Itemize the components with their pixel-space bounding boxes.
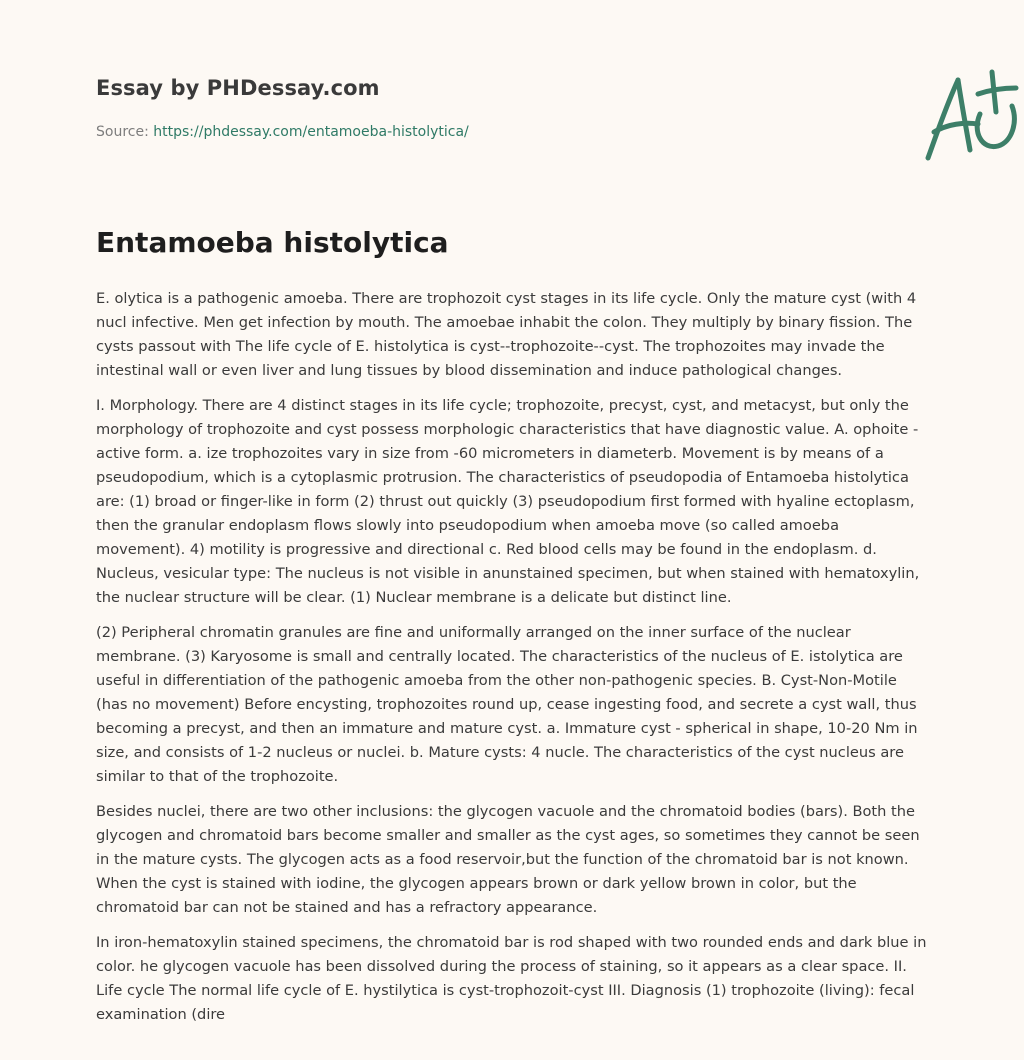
essay-paragraph: (2) Peripheral chromatin granules are fine and uniformally arranged on the inner surface of the nuclear membrane. (3) Karyosome is small and centrally located. The characteristics of the nucleus of E. istolytica are useful in differentiation of the pathogenic amoeba from the other non-pathogenic species. B. Cyst-Non-Motile (has no movement) Before encysting, trophozoites round up, cease ingesting food, and secrete a cyst wall, thus becoming a precyst, and then an immature and mature cyst. a. Immature cyst - spherical in shape, 10-20 Nm in size, and consists of 1-2 nucleus or nuclei. b. Mature cysts: 4 nucle. The characteristics of the cyst nucleus are similar to that of the trophozoite. [96, 624, 918, 785]
source-line [96, 124, 469, 140]
site-title: Essay by PHDessay.com [96, 76, 380, 100]
essay-paragraph: In iron-hematoxylin stained specimens, the chromatoid bar is rod shaped with two rounded ends and dark blue in color. he glycogen vacuole has been dissolved during the process of staining, so it appears as a clear space. II. Life cycle The normal life cycle of E. hystilytica is cyst-trophozoit-cyst III. Diagnosis (1) trophozoite (living): fecal examination (dire [96, 934, 927, 1023]
essay-paragraph: I. Morphology. There are 4 distinct stages in its life cycle; trophozoite, precyst, cyst, and metacyst, but only the morphology of trophozoite and cyst possess morphologic characteristics that have diagnostic value. A. ophoite - active form. a. ize trophozoites vary in size from -60 micrometers in diameterb. Movement is by means of a pseudopodium, which is a cytoplasmic protrusion. The characteristics of pseudopodia of Entamoeba histolytica are: (1) broad or finger-like in form (2) thrust out quickly (3) pseudopodium first formed with hyaline ectoplasm, then the granular endoplasm flows slowly into pseudopodium when amoeba move (so called amoeba movement). 4) motility is progressive and directional c. Red blood cells may be found in the endoplasm. d. Nucleus, vesicular type: The nucleus is not visible in anunstained specimen, but when stained with hematoxylin, the nuclear structure will be clear. (1) Nuclear membrane is a delicate but distinct line. [96, 397, 920, 606]
essay-paragraph: E. olytica is a pathogenic amoeba. There are trophozoit cyst stages in its life cycle. Only the mature cyst (with 4 nucl infective. Men get infection by mouth. The amoebae inhabit the colon. They multiply by binary fission. The cysts passout with The life cycle of E. histolytica is cyst--trophozoite--cyst. The trophozoites may invade the intestinal wall or even liver and lung tissues by blood dissemination and induce pathological changes. [96, 290, 917, 379]
essay-paragraph: Besides nuclei, there are two other inclusions: the glycogen vacuole and the chromatoid bodies (bars). Both the glycogen and chromatoid bars become smaller and smaller as the cyst ages, so sometimes they cannot be seen in the mature cysts. The glycogen acts as a food reservoir,but the function of the chromatoid bar is not known. When the cyst is stained with iodine, the glycogen appears brown or dark yellow brown in color, but the chromatoid bar can not be stained and has a refractory appearance. [96, 803, 920, 916]
source-link[interactable]: https://phdessay.com/entamoeba-histolytica/ [153, 124, 469, 140]
essay-title: Entamoeba histolytica [96, 226, 449, 259]
essay-body [96, 287, 928, 1038]
a-plus-logo-icon [916, 66, 1024, 166]
source-label: Source: [96, 124, 149, 140]
